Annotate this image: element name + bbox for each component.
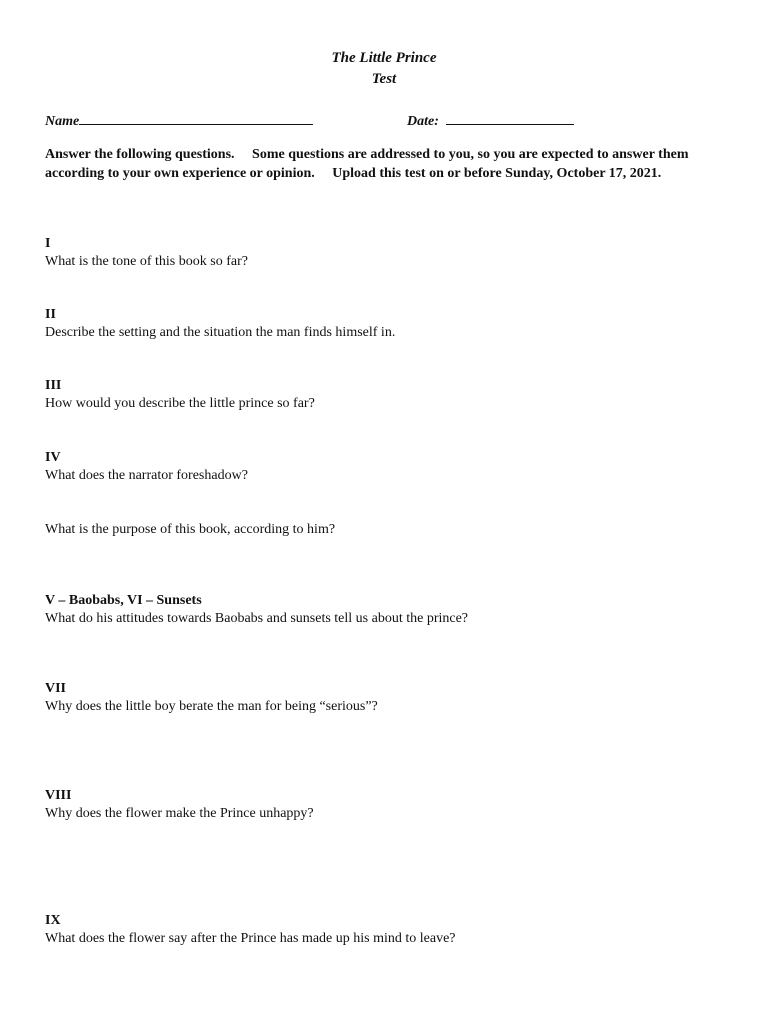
question-heading: VII [45,681,67,696]
question-heading: V – Baobabs, VI – Sunsets [45,593,202,608]
question-text: Why does the little boy berate the man for being “serious”? [45,699,378,714]
name-blank-line[interactable] [79,110,313,125]
question-text: What do his attitudes towards Baobabs and sunsets tell us about the prince? [45,611,469,626]
question-text: What is the tone of this book so far? [45,254,248,269]
question-text-secondary: What is the purpose of this book, according to him? [45,522,336,537]
question-text: Why does the flower make the Prince unhappy? [45,806,314,821]
name-label: Name [45,114,80,129]
date-field[interactable] [407,110,574,131]
question-heading: IV [45,450,61,465]
question-text: How would you describe the little prince so far? [45,396,315,411]
question-heading: VIII [45,788,72,803]
question-text: What does the flower say after the Prince has made up his mind to leave? [45,931,456,946]
date-label: Date: [407,114,439,129]
question-text: Describe the setting and the situation the man finds himself in. [45,325,396,340]
date-blank-line[interactable] [446,110,574,125]
question-heading: II [45,307,56,322]
question-heading: III [45,378,62,393]
document-title: The Little Prince [331,50,437,66]
document-subtitle: Test [371,71,397,87]
question-heading: I [45,236,51,251]
instructions: Answer the following questions. Some questions are addressed to you, so you are expected to answer them according to your own experience or opinion. Upload this test on or before Sunday, October 17, 2021. [45,147,692,181]
name-field[interactable] [45,110,313,131]
question-heading: IX [45,913,61,928]
question-text: What does the narrator foreshadow? [45,468,248,483]
